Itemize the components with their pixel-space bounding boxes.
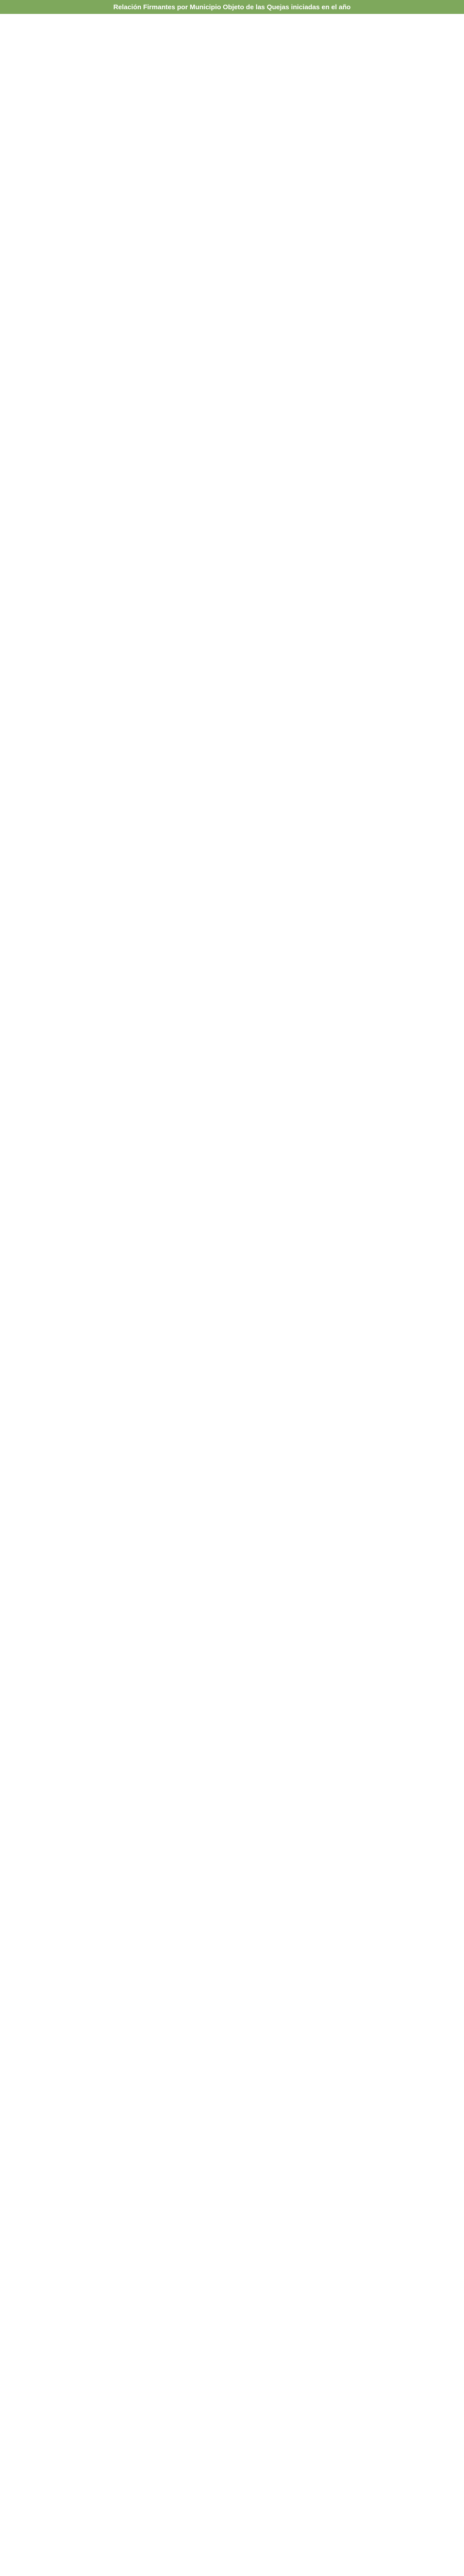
report-page — [0, 0, 464, 29]
document-title: Relación Firmantes por Municipio Objeto de las Quejas iniciadas en el año — [0, 0, 464, 14]
report-columns — [0, 14, 464, 17]
